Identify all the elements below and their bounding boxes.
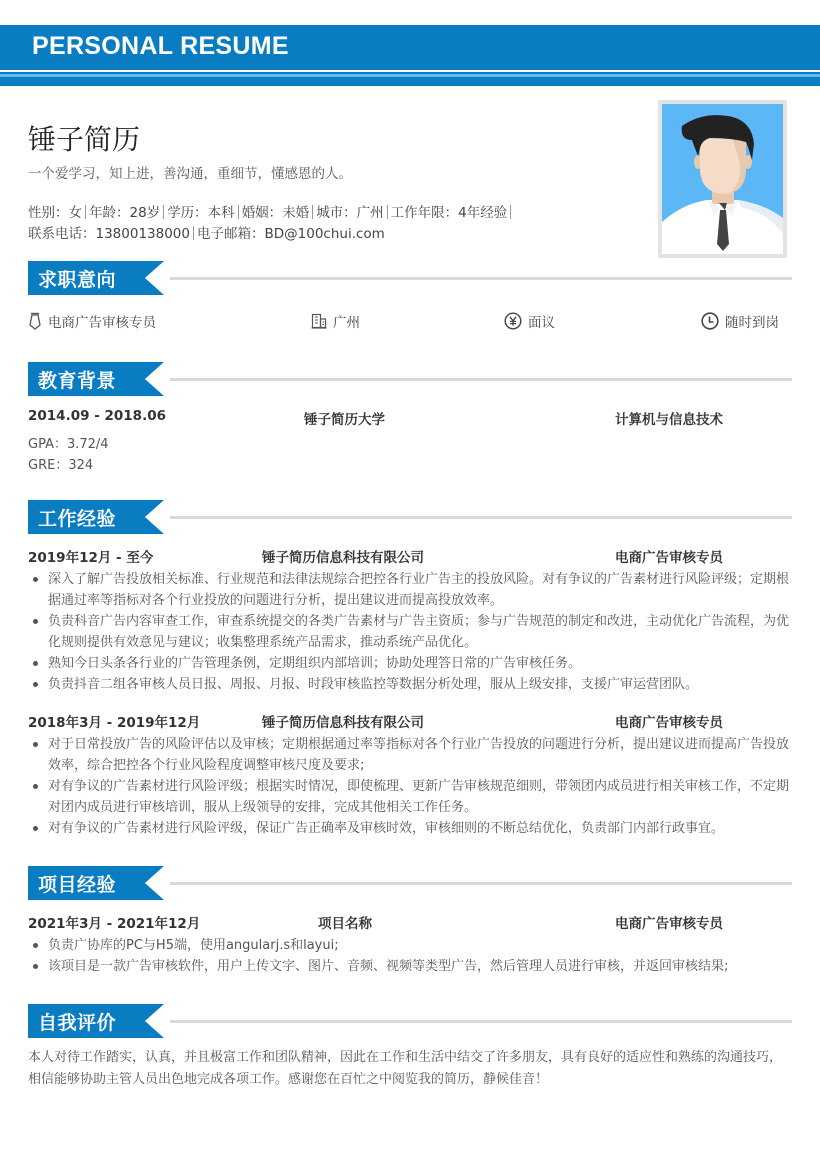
info-age: 年龄：28岁	[89, 205, 161, 221]
list-item: 对有争议的广告素材进行风险评级；根据实时情况，即使梳理、更新广告审核规范细则，带领团内成员进行相关审核工作，不定期对团内成员进行审核培训，服从上级领导的安排，完成其他相关工作任务。	[28, 776, 792, 818]
job-period: 2019年12月 - 至今	[28, 550, 154, 566]
section-header-self-evaluation	[28, 1004, 792, 1038]
tie-icon	[28, 312, 42, 330]
section-rule	[170, 882, 792, 885]
divider	[312, 205, 313, 219]
section-header-job-intent	[28, 261, 792, 295]
education-school: 锤子简历大学	[304, 412, 385, 428]
list-item: 对于日常投放广告的风险评估以及审核；定期根据通过率等指标对各个行业广告投放的问题进行分析，提出建议进而提高广告投放效率，综合把控各个行业风险程度调整审核尺度及要求;	[28, 734, 792, 776]
section-rule	[170, 378, 792, 381]
intent-salary-label: 面议	[528, 315, 555, 331]
list-item: 负责抖音二组各审核人员日报、周报、月报、时段审核监控等数据分析处理，服从上级安排，支援广审运营团队。	[28, 674, 792, 695]
list-item: 该项目是一款广告审核软件，用户上传文字、图片、音频、视频等类型广告，然后管理人员进行审核，并返回审核结果;	[28, 956, 792, 977]
section-rule	[170, 516, 792, 519]
intent-availability	[701, 311, 779, 331]
avatar	[658, 100, 787, 258]
intent-city-label: 广州	[333, 315, 360, 331]
job-company: 锤子简历信息科技有限公司	[262, 715, 424, 731]
self-evaluation-text: 本人对待工作踏实，认真，并且极富工作和团队精神，因此在工作和生活中结交了许多朋友，具有良好的适应性和熟练的沟通技巧，相信能够协助主管人员出色地完成各项工作。感谢您在百忙之中阅览我的简历，静候佳音！	[28, 1050, 783, 1087]
building-icon	[311, 313, 327, 329]
job-role: 电商广告审核专员	[615, 550, 723, 566]
divider	[510, 205, 511, 219]
section-rule	[170, 277, 792, 280]
section-header-projects	[28, 866, 792, 900]
project-period: 2021年3月 - 2021年12月	[28, 916, 201, 932]
intent-city	[311, 311, 360, 331]
education-gpa: GPA：3.72/4	[28, 437, 109, 452]
intent-availability-label: 随时到岗	[725, 315, 779, 331]
job-bullets	[28, 569, 792, 695]
divider	[163, 205, 164, 219]
info-city: 城市：广州	[316, 205, 384, 221]
job-role: 电商广告审核专员	[615, 715, 723, 731]
list-item: 负责广协库的PC与H5端，使用angularj.s和layui;	[28, 935, 792, 956]
job-company: 锤子简历信息科技有限公司	[262, 550, 424, 566]
list-item: 对有争议的广告素材进行风险评级，保证广告正确率及审核时效，审核细则的不断总结优化，负责部门内部行政事宜。	[28, 818, 792, 839]
section-title: 自我评价	[38, 1012, 117, 1034]
intent-salary	[504, 311, 555, 331]
job-intent-row	[28, 311, 792, 331]
section-title: 教育背景	[38, 370, 117, 392]
info-degree: 学历：本科	[167, 205, 235, 221]
yen-icon	[504, 312, 522, 330]
section-header-education	[28, 362, 792, 396]
divider	[238, 205, 239, 219]
banner-stripe-white	[0, 70, 820, 72]
banner-stripe-light	[0, 74, 820, 77]
personal-info-line-1	[28, 201, 514, 221]
info-marital: 婚姻：未婚	[241, 205, 310, 221]
job-bullets	[28, 734, 792, 839]
candidate-motto: 一个爱学习，知上进，善沟通，重细节，懂感恩的人。	[28, 166, 352, 182]
clock-icon	[701, 312, 719, 330]
education-gre: GRE：324	[28, 458, 94, 473]
section-title: 工作经验	[38, 508, 117, 530]
divider	[387, 205, 388, 219]
banner-title: PERSONAL RESUME	[32, 32, 289, 60]
intent-position	[28, 311, 156, 331]
section-title: 求职意向	[38, 269, 117, 291]
info-phone: 联系电话：13800138000	[28, 226, 190, 242]
avatar-illustration-icon	[662, 104, 783, 254]
header-banner	[0, 25, 820, 86]
education-period: 2014.09 - 2018.06	[28, 408, 166, 424]
project-bullets	[28, 935, 792, 977]
candidate-name: 锤子简历	[28, 123, 141, 156]
divider	[85, 205, 86, 219]
section-title: 项目经验	[38, 874, 117, 896]
section-header-work	[28, 500, 792, 534]
info-email: 电子邮箱：BD@100chui.com	[196, 226, 385, 242]
personal-info-line-2	[28, 222, 385, 242]
project-role: 电商广告审核专员	[615, 916, 723, 932]
section-rule	[170, 1020, 792, 1023]
info-experience: 工作年限：4年经验	[390, 205, 508, 221]
divider	[193, 226, 194, 240]
project-name: 项目名称	[318, 916, 372, 932]
job-period: 2018年3月 - 2019年12月	[28, 715, 201, 731]
education-major: 计算机与信息技术	[615, 412, 723, 428]
list-item: 负责科音广告内容审查工作，审查系统提交的各类广告素材与广告主资质；参与广告规范的制定和改进，主动优化广告流程，为优化规则提供有效意见与建议；收集整理系统产品需求，推动系统产品优化。	[28, 611, 792, 653]
list-item: 深入了解广告投放相关标准、行业规范和法律法规综合把控各行业广告主的投放风险。对有争议的广告素材进行风险评级；定期根据通过率等指标对各个行业投放的问题进行分析，提出建议进而提高投放效率。	[28, 569, 792, 611]
list-item: 熟知今日头条各行业的广告管理条例，定期组织内部培训；协助处理答日常的广告审核任务。	[28, 653, 792, 674]
info-gender: 性别：女	[28, 205, 82, 221]
intent-position-label: 电商广告审核专员	[48, 315, 156, 331]
